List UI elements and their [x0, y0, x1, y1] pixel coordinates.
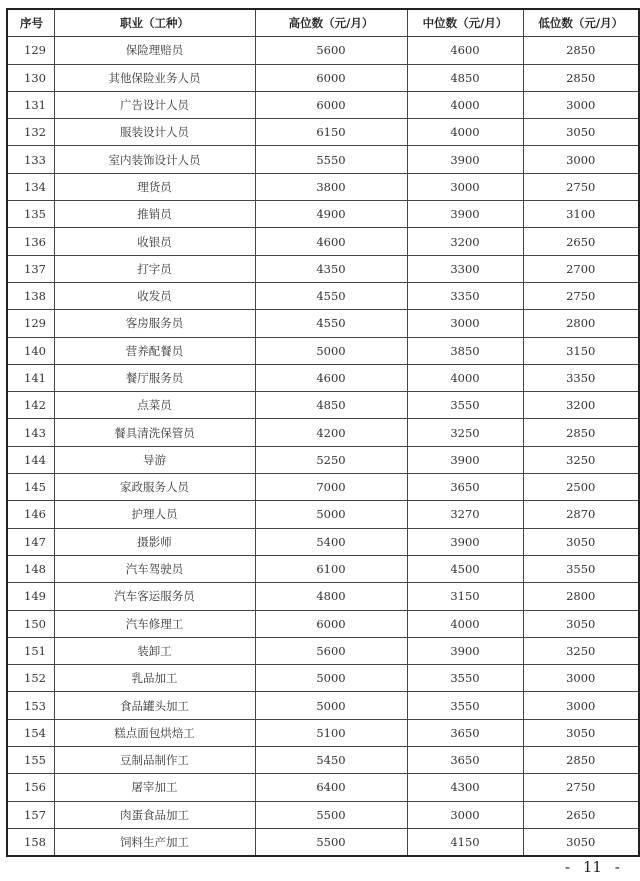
header-high: 高位数（元/月）: [255, 9, 407, 37]
cell-occupation: 汽车修理工: [54, 610, 255, 637]
cell-high: 5600: [255, 37, 407, 64]
cell-median: 3900: [407, 146, 523, 173]
cell-low: 2850: [523, 747, 639, 774]
header-low: 低位数（元/月）: [523, 9, 639, 37]
cell-high: 4550: [255, 282, 407, 309]
cell-index: 137: [7, 255, 54, 282]
cell-index: 131: [7, 91, 54, 118]
wage-table: [6, 8, 640, 857]
cell-occupation: 服装设计人员: [54, 119, 255, 146]
cell-high: 7000: [255, 474, 407, 501]
cell-index: 138: [7, 282, 54, 309]
cell-median: 4000: [407, 610, 523, 637]
cell-index: 143: [7, 419, 54, 446]
table-row: [7, 419, 639, 446]
table-row: [7, 665, 639, 692]
cell-low: 3350: [523, 364, 639, 391]
cell-high: 4600: [255, 364, 407, 391]
cell-high: 4800: [255, 583, 407, 610]
cell-occupation: 肉蛋食品加工: [54, 801, 255, 828]
cell-index: 144: [7, 446, 54, 473]
cell-median: 3000: [407, 310, 523, 337]
cell-occupation: 饲料生产加工: [54, 828, 255, 856]
cell-low: 2800: [523, 583, 639, 610]
cell-occupation: 装卸工: [54, 637, 255, 664]
cell-low: 3150: [523, 337, 639, 364]
cell-index: 156: [7, 774, 54, 801]
cell-index: 149: [7, 583, 54, 610]
cell-low: 2800: [523, 310, 639, 337]
cell-index: 148: [7, 555, 54, 582]
header-occupation: 职业（工种）: [54, 9, 255, 37]
cell-index: 133: [7, 146, 54, 173]
table-row: [7, 228, 639, 255]
cell-index: 130: [7, 64, 54, 91]
cell-median: 3350: [407, 282, 523, 309]
cell-occupation: 糕点面包烘焙工: [54, 719, 255, 746]
cell-low: 3050: [523, 119, 639, 146]
cell-index: 140: [7, 337, 54, 364]
cell-median: 3550: [407, 665, 523, 692]
cell-median: 3000: [407, 801, 523, 828]
cell-high: 5500: [255, 801, 407, 828]
cell-high: 4350: [255, 255, 407, 282]
cell-occupation: 点菜员: [54, 392, 255, 419]
cell-high: 5000: [255, 692, 407, 719]
cell-low: 2850: [523, 64, 639, 91]
header-median: 中位数（元/月）: [407, 9, 523, 37]
cell-index: 135: [7, 201, 54, 228]
table-body: [7, 37, 639, 856]
table-row: [7, 146, 639, 173]
cell-high: 5100: [255, 719, 407, 746]
cell-high: 5600: [255, 637, 407, 664]
cell-high: 6000: [255, 610, 407, 637]
cell-high: 5550: [255, 146, 407, 173]
cell-high: 6150: [255, 119, 407, 146]
table-row: [7, 801, 639, 828]
cell-occupation: 收发员: [54, 282, 255, 309]
cell-median: 4850: [407, 64, 523, 91]
cell-high: 5500: [255, 828, 407, 856]
cell-index: 152: [7, 665, 54, 692]
table-row: [7, 392, 639, 419]
table-row: [7, 173, 639, 200]
cell-occupation: 导游: [54, 446, 255, 473]
cell-low: 2500: [523, 474, 639, 501]
cell-high: 6000: [255, 91, 407, 118]
cell-occupation: 理货员: [54, 173, 255, 200]
cell-index: 147: [7, 528, 54, 555]
table-row: [7, 282, 639, 309]
cell-high: 6100: [255, 555, 407, 582]
cell-median: 4000: [407, 364, 523, 391]
cell-low: 2650: [523, 228, 639, 255]
cell-high: 4850: [255, 392, 407, 419]
cell-high: 5250: [255, 446, 407, 473]
cell-occupation: 营养配餐员: [54, 337, 255, 364]
cell-index: 141: [7, 364, 54, 391]
table-row: [7, 555, 639, 582]
cell-low: 2750: [523, 774, 639, 801]
cell-index: 151: [7, 637, 54, 664]
table-row: [7, 774, 639, 801]
cell-median: 3900: [407, 201, 523, 228]
cell-index: 155: [7, 747, 54, 774]
cell-high: 5450: [255, 747, 407, 774]
cell-occupation: 家政服务人员: [54, 474, 255, 501]
cell-low: 3100: [523, 201, 639, 228]
cell-index: 145: [7, 474, 54, 501]
cell-occupation: 客房服务员: [54, 310, 255, 337]
cell-median: 3150: [407, 583, 523, 610]
table-row: [7, 719, 639, 746]
cell-high: 5400: [255, 528, 407, 555]
cell-index: 146: [7, 501, 54, 528]
cell-median: 3000: [407, 173, 523, 200]
cell-index: 153: [7, 692, 54, 719]
cell-occupation: 汽车驾驶员: [54, 555, 255, 582]
cell-high: 4550: [255, 310, 407, 337]
table-row: [7, 828, 639, 856]
cell-occupation: 豆制品制作工: [54, 747, 255, 774]
table-row: [7, 747, 639, 774]
cell-index: 136: [7, 228, 54, 255]
cell-occupation: 餐厅服务员: [54, 364, 255, 391]
cell-low: 2850: [523, 419, 639, 446]
cell-low: 3250: [523, 637, 639, 664]
cell-high: 4600: [255, 228, 407, 255]
cell-high: 4200: [255, 419, 407, 446]
cell-low: 2750: [523, 282, 639, 309]
cell-median: 3900: [407, 446, 523, 473]
cell-median: 3550: [407, 392, 523, 419]
cell-low: 3550: [523, 555, 639, 582]
cell-low: 2870: [523, 501, 639, 528]
cell-high: 5000: [255, 337, 407, 364]
cell-index: 157: [7, 801, 54, 828]
cell-high: 3800: [255, 173, 407, 200]
table-row: [7, 364, 639, 391]
cell-median: 3900: [407, 528, 523, 555]
cell-occupation: 推销员: [54, 201, 255, 228]
table-row: [7, 337, 639, 364]
table-row: [7, 474, 639, 501]
cell-low: 3050: [523, 610, 639, 637]
cell-occupation: 广告设计人员: [54, 91, 255, 118]
cell-occupation: 餐具清洗保管员: [54, 419, 255, 446]
header-index: 序号: [7, 9, 54, 37]
cell-occupation: 护理人员: [54, 501, 255, 528]
cell-median: 3550: [407, 692, 523, 719]
table-row: [7, 255, 639, 282]
cell-occupation: 摄影师: [54, 528, 255, 555]
table-row: [7, 119, 639, 146]
cell-low: 2850: [523, 37, 639, 64]
cell-low: 3000: [523, 146, 639, 173]
cell-low: 2750: [523, 173, 639, 200]
cell-index: 158: [7, 828, 54, 856]
cell-low: 3250: [523, 446, 639, 473]
cell-median: 4600: [407, 37, 523, 64]
cell-median: 4500: [407, 555, 523, 582]
cell-median: 3650: [407, 747, 523, 774]
cell-high: 5000: [255, 665, 407, 692]
cell-median: 4000: [407, 91, 523, 118]
cell-low: 3050: [523, 828, 639, 856]
cell-occupation: 屠宰加工: [54, 774, 255, 801]
cell-median: 3900: [407, 637, 523, 664]
cell-occupation: 其他保险业务人员: [54, 64, 255, 91]
cell-low: 3000: [523, 665, 639, 692]
cell-index: 154: [7, 719, 54, 746]
cell-low: 2650: [523, 801, 639, 828]
table-row: [7, 637, 639, 664]
table-row: [7, 310, 639, 337]
table-row: [7, 201, 639, 228]
cell-low: 3050: [523, 528, 639, 555]
cell-median: 3200: [407, 228, 523, 255]
table-row: [7, 528, 639, 555]
cell-occupation: 打字员: [54, 255, 255, 282]
table-row: [7, 610, 639, 637]
table-header-row: [7, 9, 639, 37]
table-row: [7, 446, 639, 473]
cell-occupation: 室内装饰设计人员: [54, 146, 255, 173]
table-row: [7, 692, 639, 719]
cell-low: 3000: [523, 692, 639, 719]
cell-occupation: 保险理赔员: [54, 37, 255, 64]
table-row: [7, 64, 639, 91]
cell-index: 129: [7, 310, 54, 337]
cell-median: 3250: [407, 419, 523, 446]
cell-occupation: 乳品加工: [54, 665, 255, 692]
cell-low: 2700: [523, 255, 639, 282]
cell-low: 3000: [523, 91, 639, 118]
cell-high: 6400: [255, 774, 407, 801]
cell-index: 134: [7, 173, 54, 200]
cell-median: 3650: [407, 474, 523, 501]
table-row: [7, 37, 639, 64]
cell-low: 3050: [523, 719, 639, 746]
cell-median: 4150: [407, 828, 523, 856]
cell-index: 150: [7, 610, 54, 637]
cell-median: 3270: [407, 501, 523, 528]
cell-occupation: 食品罐头加工: [54, 692, 255, 719]
cell-median: 3850: [407, 337, 523, 364]
cell-median: 4300: [407, 774, 523, 801]
cell-index: 142: [7, 392, 54, 419]
cell-low: 3200: [523, 392, 639, 419]
cell-high: 4900: [255, 201, 407, 228]
cell-index: 129: [7, 37, 54, 64]
cell-index: 132: [7, 119, 54, 146]
table-row: [7, 91, 639, 118]
cell-median: 3300: [407, 255, 523, 282]
table-row: [7, 501, 639, 528]
cell-occupation: 收银员: [54, 228, 255, 255]
cell-high: 5000: [255, 501, 407, 528]
cell-median: 3650: [407, 719, 523, 746]
cell-occupation: 汽车客运服务员: [54, 583, 255, 610]
cell-median: 4000: [407, 119, 523, 146]
cell-high: 6000: [255, 64, 407, 91]
page-number: - 11 -: [565, 858, 620, 876]
table-row: [7, 583, 639, 610]
